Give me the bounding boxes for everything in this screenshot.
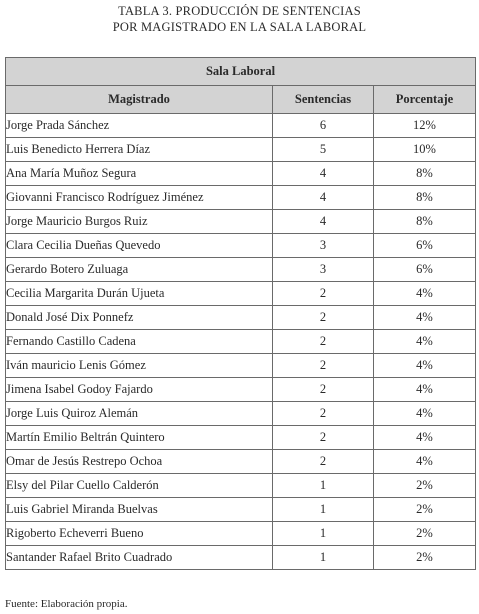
porcentaje-cell: 2% — [374, 546, 476, 570]
porcentaje-cell: 2% — [374, 474, 476, 498]
sentencias-cell: 1 — [273, 546, 374, 570]
porcentaje-cell: 4% — [374, 306, 476, 330]
magistrado-cell: Donald José Dix Ponnefz — [6, 306, 273, 330]
magistrado-cell: Martín Emilio Beltrán Quintero — [6, 426, 273, 450]
group-header-row — [6, 58, 476, 86]
magistrado-cell: Clara Cecilia Dueñas Quevedo — [6, 234, 273, 258]
magistrado-cell: Rigoberto Echeverri Bueno — [6, 522, 273, 546]
table-row — [6, 330, 476, 354]
magistrado-cell: Luis Gabriel Miranda Buelvas — [6, 498, 273, 522]
column-header-magistrado: Magistrado — [6, 86, 273, 114]
porcentaje-cell: 4% — [374, 354, 476, 378]
sentencias-table — [5, 57, 476, 570]
table-row — [6, 282, 476, 306]
magistrado-cell: Gerardo Botero Zuluaga — [6, 258, 273, 282]
magistrado-cell: Luis Benedicto Herrera Díaz — [6, 138, 273, 162]
column-header-sentencias: Sentencias — [273, 86, 374, 114]
sentencias-cell: 2 — [273, 426, 374, 450]
magistrado-cell: Cecilia Margarita Durán Ujueta — [6, 282, 273, 306]
sentencias-cell: 3 — [273, 234, 374, 258]
porcentaje-cell: 8% — [374, 162, 476, 186]
porcentaje-cell: 4% — [374, 402, 476, 426]
porcentaje-cell: 12% — [374, 114, 476, 138]
table-caption — [0, 3, 479, 35]
table-row — [6, 114, 476, 138]
porcentaje-cell: 2% — [374, 522, 476, 546]
sentencias-cell: 2 — [273, 378, 374, 402]
porcentaje-cell: 4% — [374, 450, 476, 474]
porcentaje-cell: 4% — [374, 378, 476, 402]
table-row — [6, 162, 476, 186]
table-row — [6, 474, 476, 498]
porcentaje-cell: 4% — [374, 282, 476, 306]
porcentaje-cell: 4% — [374, 330, 476, 354]
sentencias-cell: 3 — [273, 258, 374, 282]
table-row — [6, 210, 476, 234]
table-row — [6, 426, 476, 450]
sentencias-cell: 2 — [273, 354, 374, 378]
sentencias-cell: 2 — [273, 402, 374, 426]
porcentaje-cell: 8% — [374, 210, 476, 234]
magistrado-cell: Elsy del Pilar Cuello Calderón — [6, 474, 273, 498]
caption-line-1: TABLA 3. PRODUCCIÓN DE SENTENCIAS — [118, 4, 361, 18]
porcentaje-cell: 6% — [374, 258, 476, 282]
sentencias-cell: 4 — [273, 186, 374, 210]
sentencias-cell: 6 — [273, 114, 374, 138]
magistrado-cell: Iván mauricio Lenis Gómez — [6, 354, 273, 378]
porcentaje-cell: 8% — [374, 186, 476, 210]
sentencias-cell: 2 — [273, 282, 374, 306]
sentencias-cell: 2 — [273, 450, 374, 474]
table-row — [6, 450, 476, 474]
magistrado-cell: Fernando Castillo Cadena — [6, 330, 273, 354]
sentencias-cell: 1 — [273, 522, 374, 546]
sentencias-cell: 2 — [273, 306, 374, 330]
magistrado-cell: Jorge Luis Quiroz Alemán — [6, 402, 273, 426]
sentencias-cell: 4 — [273, 210, 374, 234]
sentencias-cell: 4 — [273, 162, 374, 186]
porcentaje-cell: 10% — [374, 138, 476, 162]
sentencias-cell: 1 — [273, 474, 374, 498]
table-row — [6, 354, 476, 378]
table-row — [6, 138, 476, 162]
magistrado-cell: Ana María Muñoz Segura — [6, 162, 273, 186]
table-body — [6, 114, 476, 570]
source-note: Fuente: Elaboración propia. — [5, 598, 128, 610]
porcentaje-cell: 6% — [374, 234, 476, 258]
magistrado-cell: Santander Rafael Brito Cuadrado — [6, 546, 273, 570]
magistrado-cell: Giovanni Francisco Rodríguez Jiménez — [6, 186, 273, 210]
magistrado-cell: Jorge Mauricio Burgos Ruiz — [6, 210, 273, 234]
column-header-porcentaje: Porcentaje — [374, 86, 476, 114]
sentencias-cell: 5 — [273, 138, 374, 162]
table-row — [6, 498, 476, 522]
table-row — [6, 522, 476, 546]
magistrado-cell: Jimena Isabel Godoy Fajardo — [6, 378, 273, 402]
magistrado-cell: Jorge Prada Sánchez — [6, 114, 273, 138]
table-row — [6, 258, 476, 282]
sentencias-cell: 2 — [273, 330, 374, 354]
table-row — [6, 306, 476, 330]
group-header-sala-laboral: Sala Laboral — [6, 58, 476, 86]
table-row — [6, 546, 476, 570]
table-row — [6, 402, 476, 426]
table-row — [6, 378, 476, 402]
magistrado-cell: Omar de Jesús Restrepo Ochoa — [6, 450, 273, 474]
porcentaje-cell: 2% — [374, 498, 476, 522]
table-row — [6, 234, 476, 258]
porcentaje-cell: 4% — [374, 426, 476, 450]
caption-line-2: POR MAGISTRADO EN LA SALA LABORAL — [112, 20, 367, 34]
column-header-row — [6, 86, 476, 114]
sentencias-cell: 1 — [273, 498, 374, 522]
table-row — [6, 186, 476, 210]
